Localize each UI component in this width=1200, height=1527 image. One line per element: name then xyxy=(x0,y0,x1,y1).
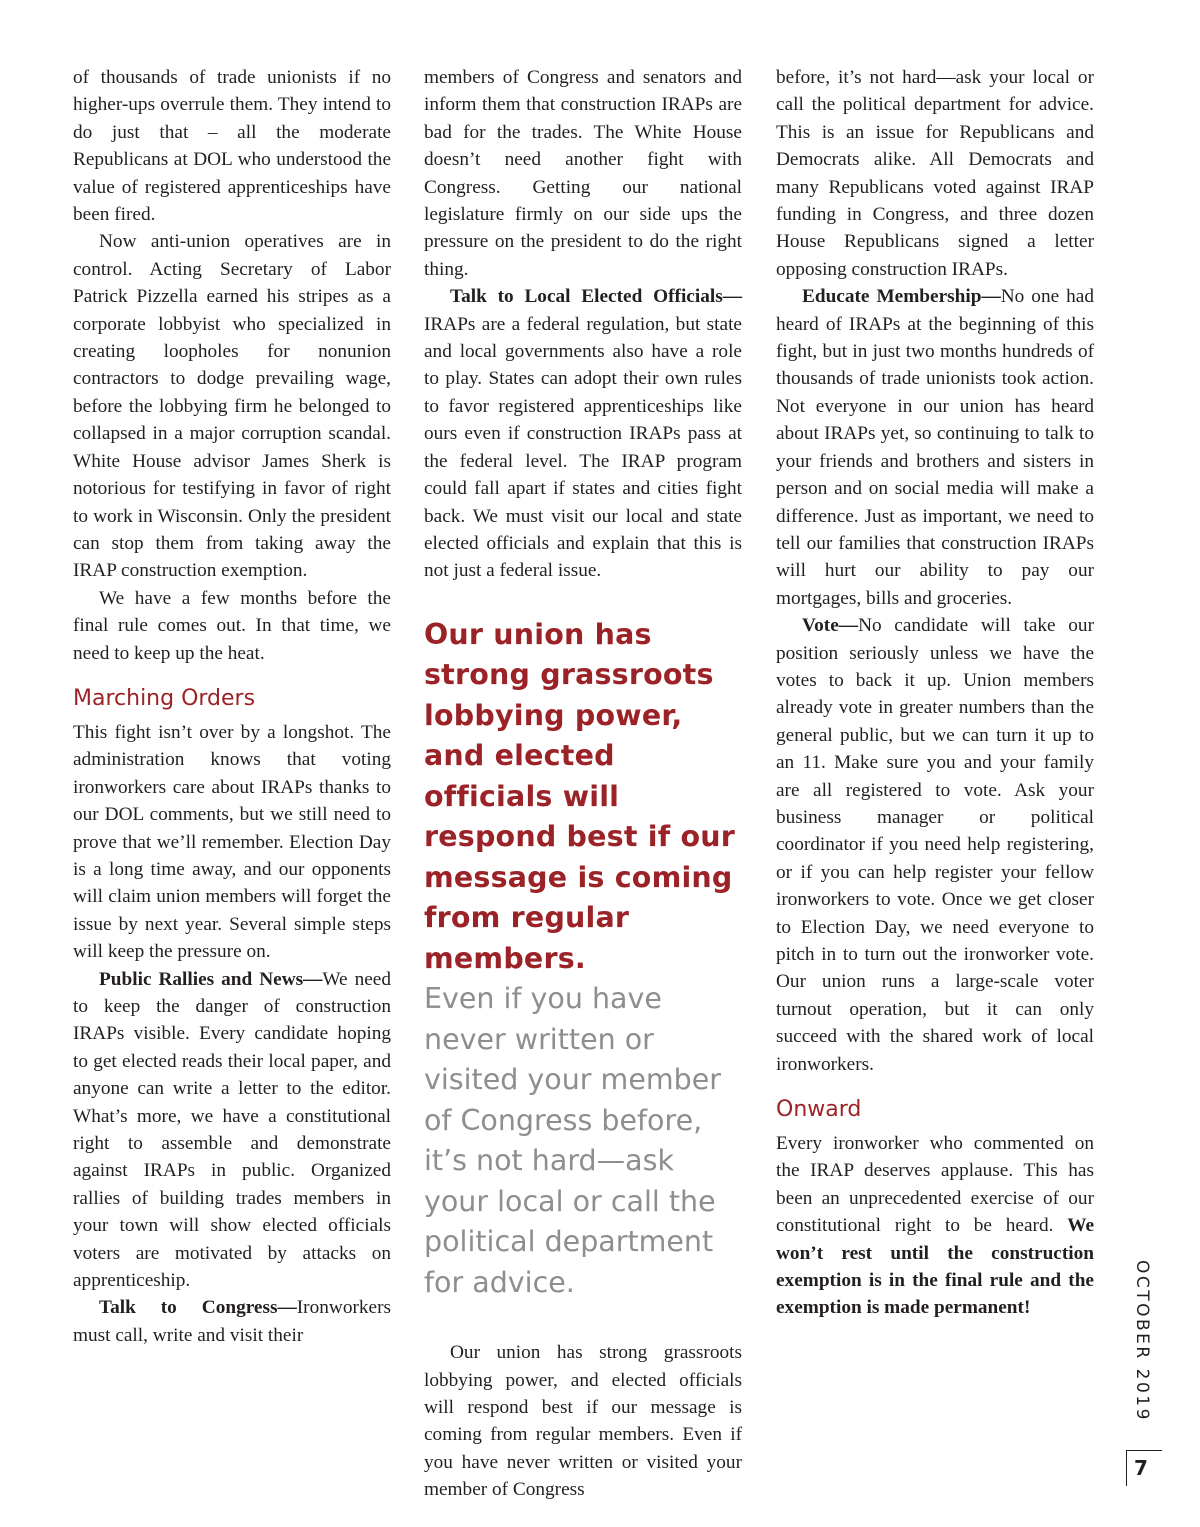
paragraph-text: Every ironworker who commented on the IRAP deserves applause. This has been an unprecedented exercise of our constitutional right to be heard. xyxy=(776,1133,1094,1237)
run-in-heading: Vote— xyxy=(802,615,859,637)
section-heading-marching-orders: Marching Orders xyxy=(73,685,256,711)
paragraph: of thousands of trade unionists if no higher-ups overrule them. They intend to do just that – all the moderate Republicans at DOL who understood the value of registered apprenticeships have been fired. xyxy=(73,67,391,226)
paragraph-public-rallies xyxy=(73,966,391,1295)
folio-divider xyxy=(1126,1450,1162,1451)
run-in-heading: Educate Membership— xyxy=(802,286,1001,308)
article-column-1 xyxy=(73,64,391,1349)
paragraph-talk-to-congress xyxy=(73,1294,391,1349)
section-heading-onward: Onward xyxy=(776,1097,862,1123)
folio-divider-vertical xyxy=(1126,1450,1127,1486)
run-in-heading: Public Rallies and News— xyxy=(99,968,323,990)
paragraph-text: No candidate will take our position seriously unless we have the votes to back it up. Union members already vote in greater numbers than the general public, but we can turn it up to an 11. Make sure you and your family are all registered to vote. Ask your business manager or political coordinator if you need help registering, or if you can help register your fellow ironworkers to vote. Once we get closer to Election Day, we need everyone to pitch in to turn out the ironworker vote. Our union runs a large-scale voter turnout operation, but it can only succeed with the shared work of local ironworkers. xyxy=(776,615,1094,1075)
issue-date: OCTOBER 2019 xyxy=(1132,1260,1152,1422)
paragraph-onward xyxy=(776,1130,1094,1322)
run-in-heading: Talk to Local Elected Officials— xyxy=(450,286,742,308)
article-column-2 xyxy=(424,64,742,1504)
paragraph-text: Ironworkers must call, write and visit their xyxy=(73,1297,391,1346)
paragraph: This fight isn’t over by a longshot. The administration knows that voting ironworkers care about IRAPs thanks to our DOL comments, but we still need to prove that we’ll remember. Election Day is a long time away, and our opponents will claim union members will forget the issue by next year. Several simple steps will keep the pressure on. xyxy=(73,721,391,963)
paragraph-text: IRAPs are a federal regulation, but state and local governments also have a role to play. States can adopt their own rules to favor registered apprenticeships like ours even if construction IRAPs pass at the federal level. The IRAP program could fall apart if states and cities fight back. We must visit our local and state elected officials and explain that this is not just a federal issue. xyxy=(424,313,742,582)
closing-statement: We won’t rest until the construction exemption is in the final rule and the exemption is made permanent! xyxy=(776,1215,1095,1319)
paragraph-text: No one had heard of IRAPs at the beginning of this fight, but in just two months hundreds of thousands of trade unionists took action. Not everyone in our union has heard about IRAPs yet, so continuing to talk to your friends and brothers and sisters in person and on social media will make a difference. Just as important, we need to tell our families that construction IRAPs will hurt our ability to pay our mortgages, bills and groceries. xyxy=(776,286,1094,609)
page-number: 7 xyxy=(1134,1456,1148,1480)
pull-quote: Our union has strong grassroots lobbying power, and elected officials will respond best if our message is coming from regular members. xyxy=(424,617,735,975)
paragraph: Our union has strong grassroots lobbying power, and elected officials will respond best if our message is coming from regular members. Even if you have never written or visited your member of Congress xyxy=(424,1342,742,1501)
article-column-3 xyxy=(776,64,1094,1322)
run-in-heading: Talk to Congress— xyxy=(99,1297,297,1319)
paragraph-talk-to-local xyxy=(424,283,742,584)
paragraph: members of Congress and senators and inform them that construction IRAPs are bad for the trades. The White House doesn’t need another fight with Congress. Getting our national legislature firmly on our side ups the pressure on the president to do the right thing. xyxy=(424,67,742,280)
paragraph-vote xyxy=(776,612,1094,1078)
pull-quote-continuation: Even if you have never written or visited your member of Congress before, it’s not hard—ask your local or call the political department for advice. xyxy=(424,982,721,1299)
paragraph-text: We need to keep the danger of construction IRAPs visible. Every candidate hoping to get elected reads their local paper, and anyone can write a letter to the editor. What’s more, we have a constitutional right to assemble and demonstrate against IRAPs in public. Organized rallies of building trades members in your town will show elected officials voters are motivated by attacks on apprenticeship. xyxy=(73,968,391,1292)
paragraph: Now anti-union operatives are in control. Acting Secretary of Labor Patrick Pizzella earned his stripes as a corporate lobbyist who specialized in creating loopholes for nonunion contractors to dodge prevailing wage, before the lobbying firm he belonged to collapsed in a major corruption scandal. White House advisor James Sherk is notorious for testifying in favor of right to work in Wisconsin. Only the president can stop them from taking away the IRAP construction exemption. xyxy=(73,231,391,582)
paragraph: We have a few months before the final rule comes out. In that time, we need to keep up the heat. xyxy=(73,587,391,664)
paragraph-educate-membership xyxy=(776,283,1094,612)
paragraph: before, it’s not hard—ask your local or call the political department for advice. This is an issue for Republicans and Democrats alike. All Democrats and many Republicans voted against IRAP funding in Congress, and three dozen House Republicans signed a letter opposing construction IRAPs. xyxy=(776,67,1094,280)
